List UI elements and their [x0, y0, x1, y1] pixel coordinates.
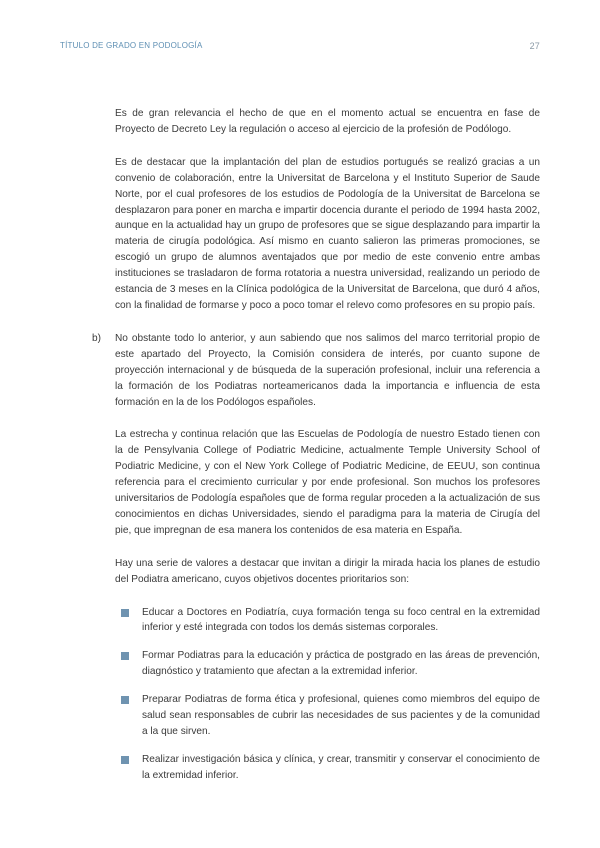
- bullet-text: Educar a Doctores en Podiatría, cuya formación tenga su foco central en la extremidad inferior y esté integrada con todos los demás sistemas corporales.: [142, 606, 540, 634]
- paragraph: Es de gran relevancia el hecho de que en el momento actual se encuentra en fase de Proyecto de Decreto Ley la regulación o acceso al ejercicio de la profesión de Podólogo.: [115, 108, 540, 135]
- list-item: [115, 648, 540, 680]
- square-bullet-icon: [121, 652, 129, 660]
- item-b-text: No obstante todo lo anterior, y aun sabiendo que nos salimos del marco territorial propio de este apartado del Proyecto, la Comisión considera de interés, por cuanto supone de proyección internacional y de búsqueda de la superación profesional, incluir una referencia a la formación de los Podiatras norteamericanos dada la importancia e influencia de esta formación en la de los Podólogos españoles.: [115, 332, 540, 408]
- list-item: [115, 752, 540, 784]
- page-header: [60, 41, 540, 55]
- paragraph: La estrecha y continua relación que las Escuelas de Podología de nuestro Estado tienen con la de Pensylvania College of Podiatric Medicine, actualmente Temple University School of Podiatric Medicine, y con el New York College of Podiatric Medicine, de EEUU, son continua referencia para el crecimiento curricular y por ende profesional. Son muchos los profesores universitarios de Podología españoles que de forma regular proceden a la actualización de sus conocimientos en dichas Universidades, siendo el paradigma para la materia de Cirugía del pie, que impregnan de esa manera los contenidos de esa materia en España.: [115, 429, 540, 536]
- bullet-text: Realizar investigación básica y clínica, y crear, transmitir y conservar el conocimiento de la extremidad inferior.: [142, 753, 540, 781]
- square-bullet-icon: [121, 756, 129, 764]
- running-title: TÍTULO DE GRADO EN PODOLOGÍA: [60, 41, 203, 50]
- bullet-text: Formar Podiatras para la educación y práctica de postgrado en las áreas de prevención, diagnóstico y tratamiento que afectan a la extremidad inferior.: [142, 650, 540, 678]
- objectives-list: [115, 605, 540, 784]
- paragraph: Hay una serie de valores a destacar que invitan a dirigir la mirada hacia los planes de estudio del Podiatra americano, cuyos objetivos docentes prioritarios son:: [115, 557, 540, 585]
- list-item: [115, 692, 540, 740]
- list-item-b: [92, 331, 540, 411]
- square-bullet-icon: [121, 609, 129, 617]
- square-bullet-icon: [121, 696, 129, 704]
- paragraph: Es de destacar que la implantación del plan de estudios portugués se realizó gracias a un convenio de colaboración, entre la Universitat de Barcelona y el Instituto Superior de Saude Norte, por el cual profesores de los estudios de Podología de la Universitat de Barcelona se desplazaron para poner en marcha e impartir docencia durante el periodo de 1994 hasta 2002, aunque en la actualidad hay un grupo de profesores que se sigue desplazando para impartir la materia de cirugía podológica. Así mismo en cuanto salieron las primeras promociones, se escogió un grupo de alumnos aventajados que por medio de este convenio entre ambas instituciones se trasladaron de forma rotatoria a nuestra universidad, realizando un periodo de estancia de 3 meses en la Clínica podológica de la Universitat de Barcelona, que duró 4 años, con la finalidad de formarse y poco a poco tomar el relevo como profesores en su propio país.: [115, 156, 540, 311]
- body-text: [92, 106, 540, 796]
- item-marker: b): [92, 332, 101, 344]
- page-number: 27: [529, 41, 540, 51]
- list-item: [115, 605, 540, 637]
- bullet-text: Preparar Podiatras de forma ética y profesional, quienes como miembros del equipo de salud sean responsables de cubrir las necesidades de sus pacientes y de la comunidad a la que sirven.: [142, 694, 540, 737]
